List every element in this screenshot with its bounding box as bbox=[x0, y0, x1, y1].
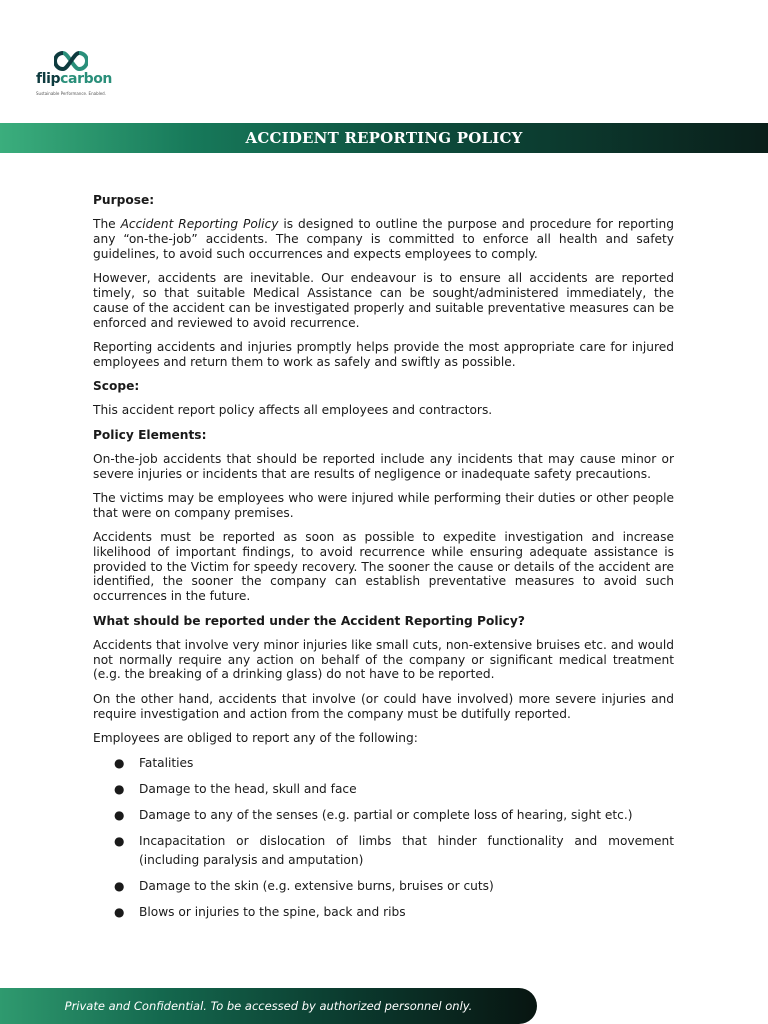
list-item: ● Damage to any of the senses (e.g. partial or complete loss of hearing, sight etc.) bbox=[93, 806, 674, 825]
bullet-icon: ● bbox=[114, 781, 125, 796]
purpose-paragraph-3: Reporting accidents and injuries promptly helps provide the most appropriate care for injured employees and return them to work as safely and swiftly as possible. bbox=[93, 339, 674, 369]
list-item: ● Blows or injuries to the spine, back and ribs bbox=[93, 903, 674, 922]
purpose-heading: Purpose: bbox=[93, 193, 155, 207]
footer-bar bbox=[0, 988, 537, 1024]
logo-tagline: Sustainable Performance. Enabled. bbox=[36, 91, 106, 96]
document-body bbox=[93, 193, 674, 929]
scope-heading: Scope: bbox=[93, 378, 140, 393]
policy-elements-paragraph-2: The victims may be employees who were injured while performing their duties or other people that were on company premises. bbox=[93, 490, 674, 520]
list-item: ● Fatalities bbox=[93, 754, 674, 773]
list-item: ● Damage to the head, skull and face bbox=[93, 780, 674, 799]
purpose-paragraph-2: However, accidents are inevitable. Our endeavour is to ensure all accidents are reported timely, so that suitable Medical Assistance can be sought/administered immediately, the cause of the accident can be investigated properly and suitable preventative measures can be enforced and reviewed to avoid recurrence. bbox=[93, 271, 674, 330]
what-reported-paragraph-1: Accidents that involve very minor injuries like small cuts, non-extensive bruises etc. and would not normally require any action on behalf of the company or significant medical treatment (e.g. the breaking of a drinking glass) do not have to be reported. bbox=[93, 637, 674, 682]
bullet-icon: ● bbox=[114, 755, 125, 770]
confidentiality-notice: Private and Confidential. To be accessed by authorized personnel only. bbox=[64, 999, 473, 1013]
what-reported-heading: What should be reported under the Accident Reporting Policy? bbox=[93, 613, 525, 628]
logo-loop-icon bbox=[54, 50, 88, 72]
bullet-icon: ● bbox=[114, 833, 125, 848]
bullet-icon: ● bbox=[114, 807, 125, 822]
bullet-icon: ● bbox=[114, 904, 125, 919]
page-title: ACCIDENT REPORTING POLICY bbox=[245, 129, 523, 147]
logo-wordmark: flipcarbon bbox=[36, 71, 112, 87]
policy-elements-paragraph-1: On-the-job accidents that should be reported include any incidents that may cause minor or severe injuries or incidents that are results of negligence or inadequate safety precautions. bbox=[93, 451, 674, 481]
what-reported-paragraph-3: Employees are obliged to report any of the following: bbox=[93, 730, 418, 745]
purpose-paragraph-1: The Accident Reporting Policy is designed to outline the purpose and procedure for reporting any “on-the-job” accidents. The company is committed to enforce all health and safety guidelines, to avoid such occurrences and expects employees to comply. bbox=[93, 217, 675, 261]
scope-paragraph: This accident report policy affects all employees and contractors. bbox=[93, 403, 493, 418]
policy-elements-heading: Policy Elements: bbox=[93, 427, 207, 442]
bullet-icon: ● bbox=[114, 878, 125, 893]
what-reported-paragraph-2: On the other hand, accidents that involve (or could have involved) more severe injuries and require investigation and action from the company must be dutifully reported. bbox=[93, 691, 674, 721]
policy-elements-paragraph-3: Accidents must be reported as soon as possible to expedite investigation and increase likelihood of important findings, to avoid recurrence while ensuring adequate assistance is provided to the Victim for speedy recovery. The sooner the cause or details of the accident are identified, the sooner the company can establish preventative measures to avoid such occurrences in the future. bbox=[93, 530, 674, 604]
list-item: ● Damage to the skin (e.g. extensive burns, bruises or cuts) bbox=[93, 877, 674, 896]
reportable-injuries-list bbox=[93, 754, 674, 922]
list-item: ● Incapacitation or dislocation of limbs that hinder functionality and movement (including paralysis and amputation) bbox=[114, 833, 674, 867]
title-banner bbox=[0, 123, 768, 153]
company-logo bbox=[36, 50, 116, 100]
